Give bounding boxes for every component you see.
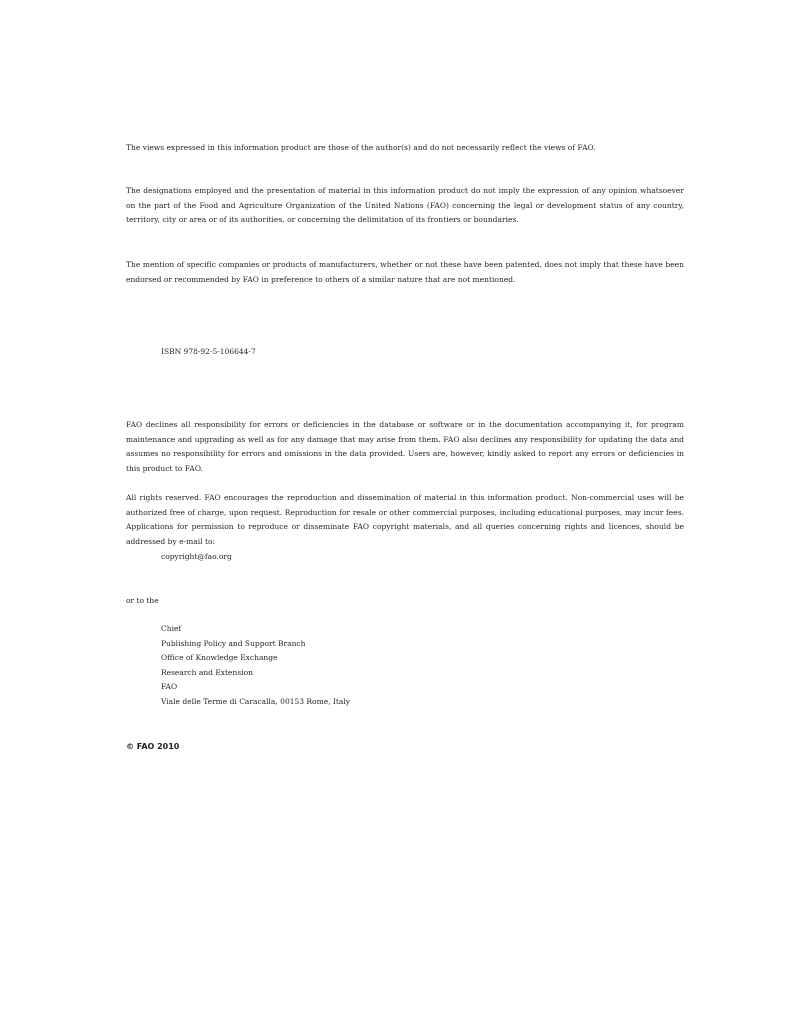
rights-statement: All rights reserved. FAO encourages the reproduction and dissemination of material in this information product. Non-commercial uses will be authorized free of charge, upon request. Reproduction for resale or other commercial purposes, including educational purposes, may incur fees. Applications for permission to reproduce or disseminate FAO copyright materials, and all queries concerning rights and licences, should be addressed by e-mail to: [126, 493, 684, 546]
isbn: ISBN 978-92-5-106644-7 [161, 347, 256, 356]
responsibility-statement: FAO declines all responsibility for errors or deficiencies in the database or software or in the documentation accompanying it, for program maintenance and upgrading as well as for any damage that may arise from them. FAO also declines any responsibility for updating the data and assumes no responsibility for errors and omissions in the data provided. Users are, however, kindly asked to report any errors or deficiencies in this product to FAO. [126, 420, 684, 473]
disclaimer-designations: The designations employed and the presentation of material in this information product do not imply the expression of any opinion whatsoever on the part of the Food and Agriculture Organization of the United Nations (FAO) concerning the legal or development status of any country, territory, city or area or of its authorities, or concerning the delimitation of its frontiers or boundaries. [126, 186, 684, 225]
address-line: Viale delle Terme di Caracalla, 00153 Rome, Italy [161, 696, 350, 706]
address-line: FAO [161, 682, 178, 692]
or-to-the-text: or to the [126, 596, 159, 605]
postal-address [161, 622, 350, 710]
address-line: Office of Knowledge Exchange [161, 653, 278, 663]
disclaimer-views: The views expressed in this information product are those of the author(s) and do not necessarily reflect the views of FAO. [126, 143, 596, 152]
address-line: Research and Extension [161, 667, 253, 677]
copyright-email[interactable]: copyright@fao.org [161, 552, 232, 561]
address-line: Chief [161, 624, 182, 633]
disclaimer-products: The mention of specific companies or products of manufacturers, whether or not these have been patented, does not imply that these have been endorsed or recommended by FAO in preference to others of a similar nature that are not mentioned. [126, 260, 684, 284]
copyright-notice: © FAO 2010 [126, 742, 180, 751]
address-line: Publishing Policy and Support Branch [161, 638, 306, 648]
